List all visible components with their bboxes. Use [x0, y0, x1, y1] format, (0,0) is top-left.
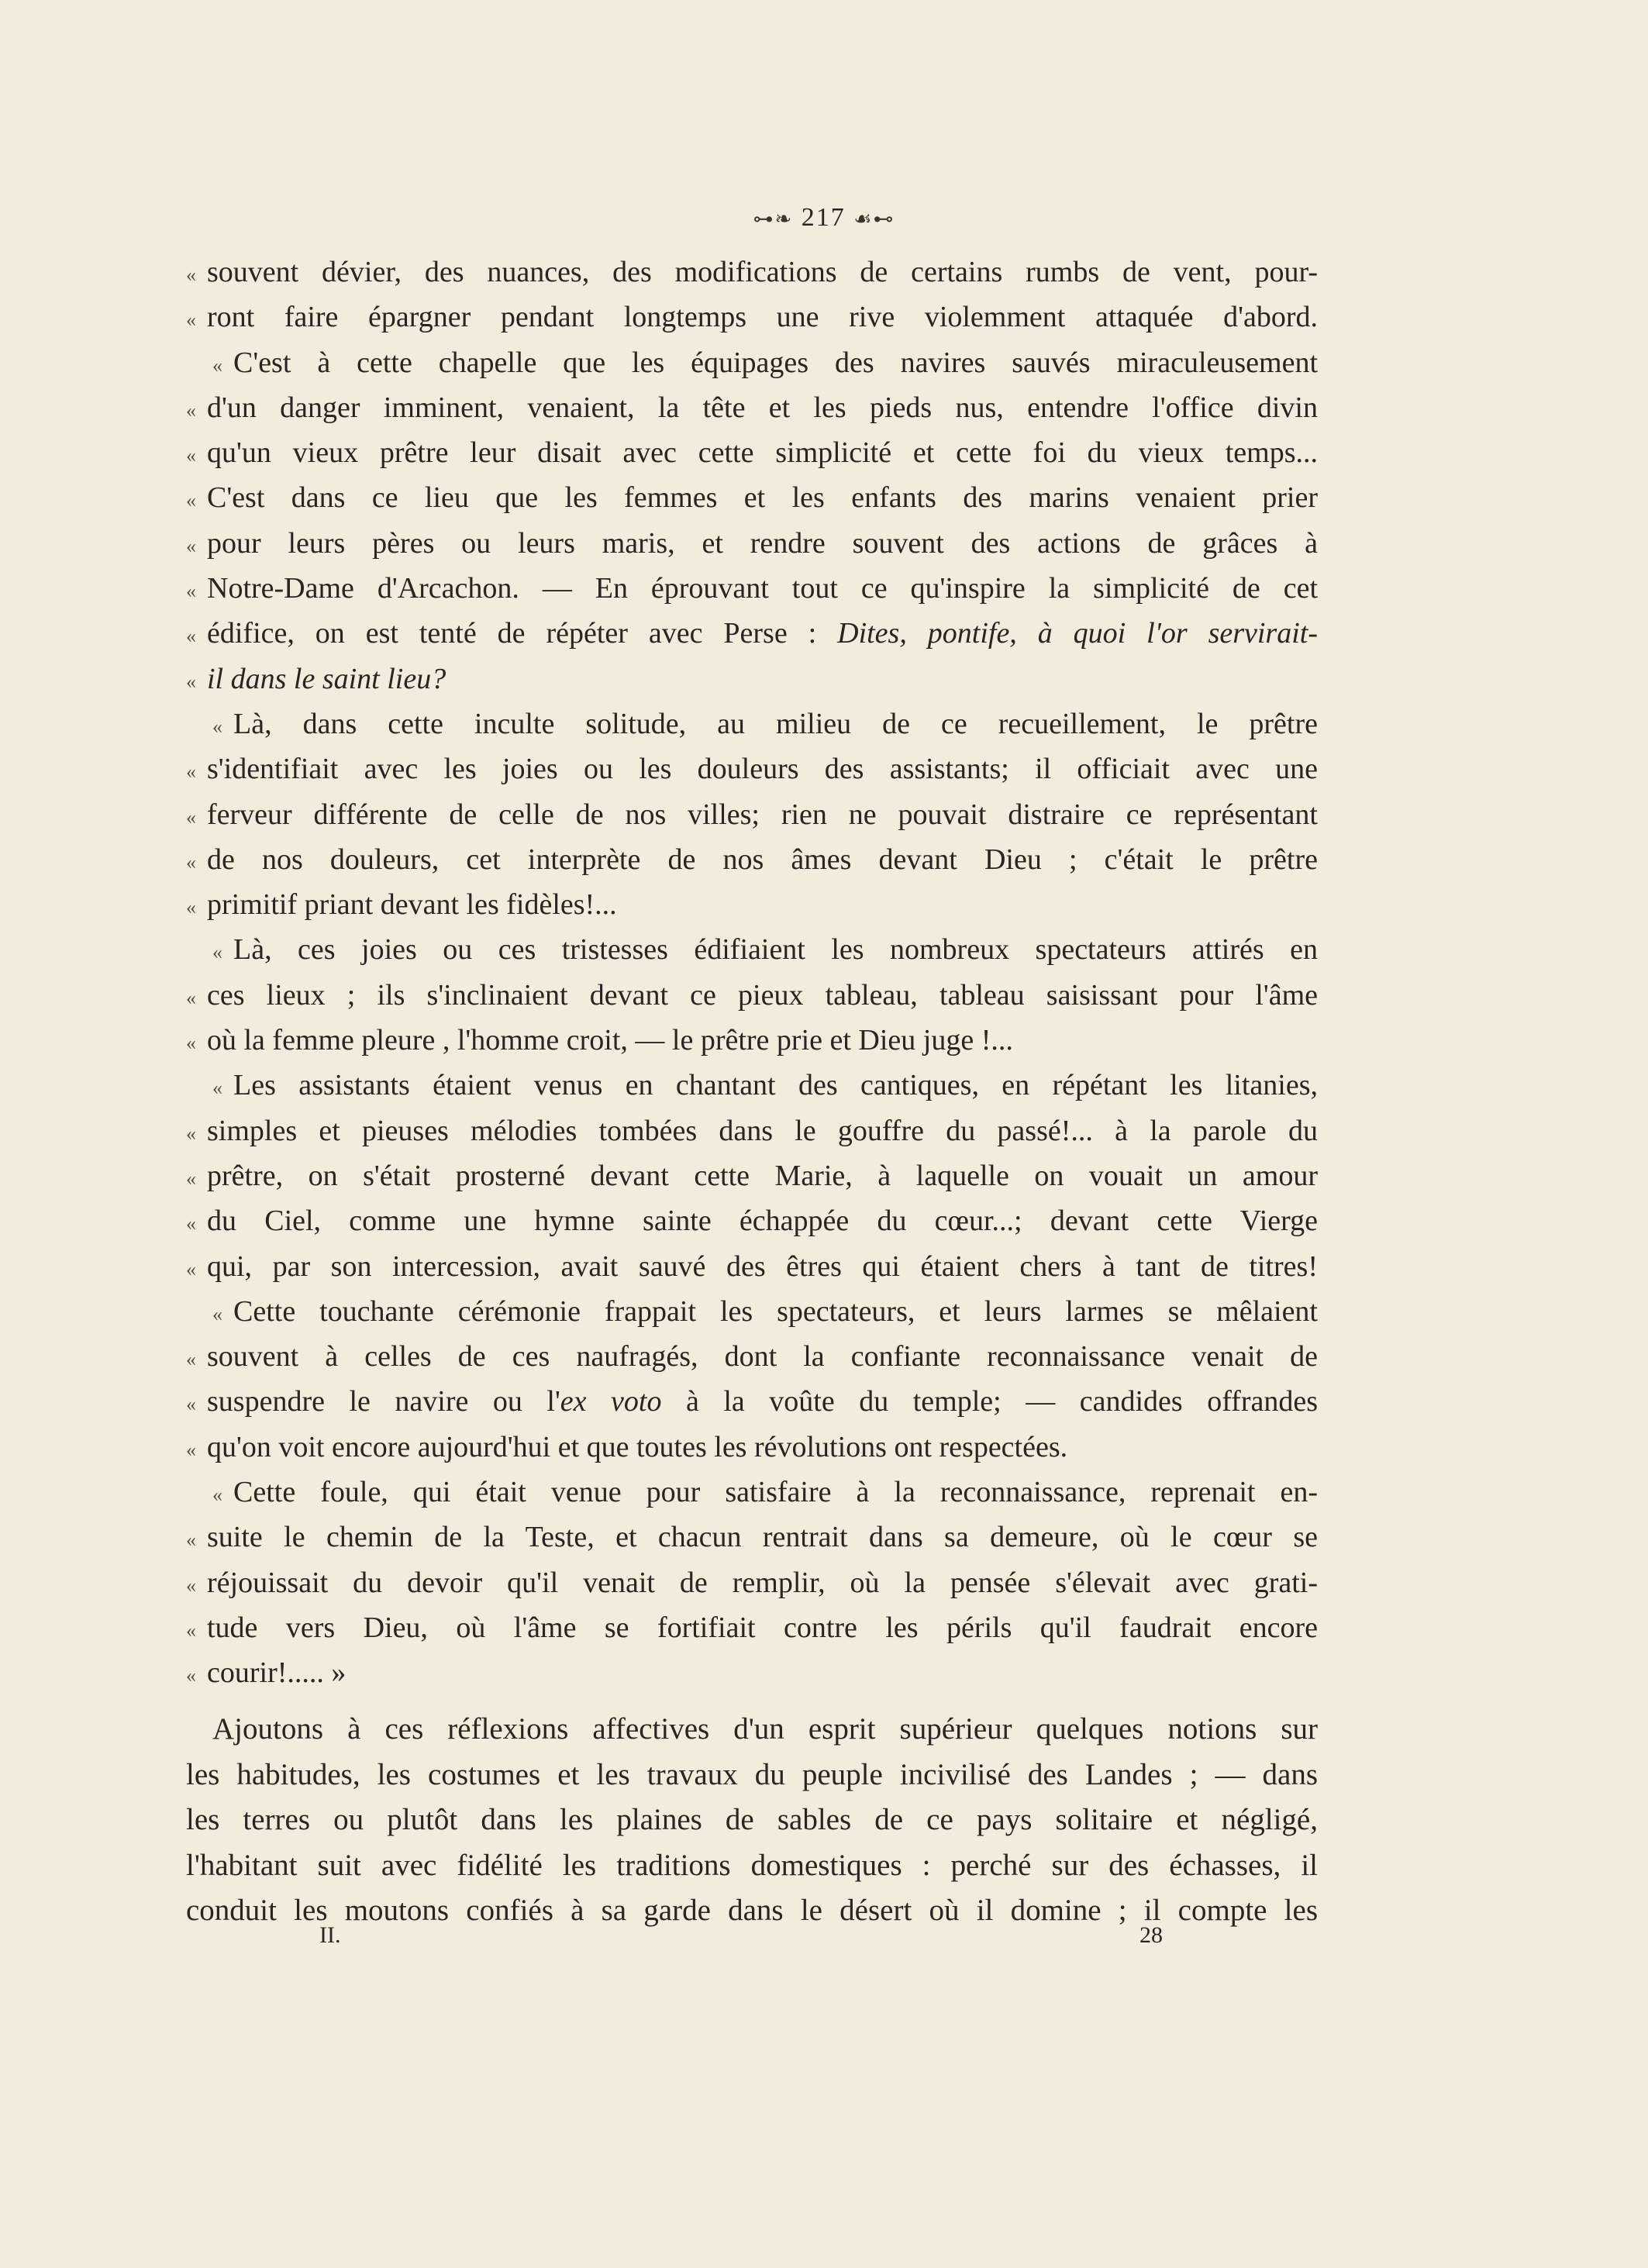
guillemet-mark: «: [186, 1618, 196, 1642]
guillemet-mark: «: [186, 805, 196, 829]
text-line: l'habitant suit avec fidélité les traditions domestiques : perché sur des échasses, il: [186, 1848, 1318, 1882]
page-header: [0, 203, 1648, 233]
guillemet-mark: «: [186, 670, 196, 693]
italic-text: Dites, pontife, à quoi l'or servirait-: [837, 617, 1318, 650]
quote-line: « Là, ces joies ou ces tristesses édifiaient les nombreux spectateurs attirés en: [212, 933, 1318, 967]
quote-line: « tude vers Dieu, où l'âme se fortifiait contre les périls qu'il faudrait encore: [186, 1611, 1318, 1644]
guillemet-mark: «: [186, 1167, 196, 1190]
guillemet-mark: «: [186, 580, 196, 603]
guillemet-mark: «: [212, 353, 222, 377]
guillemet-mark: «: [186, 850, 196, 874]
quote-line: « souvent à celles de ces naufragés, dont la confiante reconnaissance venait de: [186, 1340, 1318, 1374]
guillemet-mark: «: [186, 1573, 196, 1597]
guillemet-mark: «: [186, 896, 196, 919]
page-number: 217: [801, 203, 846, 232]
quote-line: « pour leurs pères ou leurs maris, et rendre souvent des actions de grâces à: [186, 526, 1318, 560]
quote-line: « courir!..... »: [186, 1656, 346, 1690]
guillemet-mark: «: [186, 534, 196, 557]
guillemet-mark: «: [212, 1077, 222, 1100]
quote-line: « qu'on voit encore aujourd'hui et que toutes les révolutions ont respectées.: [186, 1430, 1068, 1463]
guillemet-mark: «: [212, 941, 222, 964]
guillemet-mark: «: [186, 264, 196, 286]
guillemet-mark: «: [212, 1302, 222, 1325]
guillemet-mark: «: [186, 986, 196, 1009]
guillemet-mark: «: [186, 1348, 196, 1371]
guillemet-mark: «: [186, 760, 196, 784]
quote-line: « souvent dévier, des nuances, des modifications de certains rumbs de vent, pour-: [186, 256, 1318, 288]
quote-line: « édifice, on est tenté de répéter avec Perse : Dites, pontife, à quoi l'or servirait-: [186, 617, 1318, 650]
signature-mark: 28: [1139, 1922, 1163, 1948]
quote-line: « d'un danger imminent, venaient, la tête et les pieds nus, entendre l'office divin: [186, 391, 1318, 424]
text-line: les habitudes, les costumes et les travaux du peuple incivilisé des Landes ; — dans: [186, 1757, 1318, 1791]
quote-line: « s'identifiait avec les joies ou les douleurs des assistants; il officiait avec une: [186, 753, 1318, 786]
quote-line: « suspendre le navire ou l'ex voto à la voûte du temple; — candides offrandes: [186, 1385, 1318, 1418]
quote-line: « Cette touchante cérémonie frappait les spectateurs, et leurs larmes se mêlaient: [212, 1294, 1318, 1328]
guillemet-mark: «: [186, 1438, 196, 1461]
quote-line: « primitif priant devant les fidèles!...: [186, 888, 617, 922]
text-line: conduit les moutons confiés à sa garde dans le désert où il domine ; il compte les: [186, 1894, 1318, 1927]
quote-line: « Cette foule, qui était venue pour satisfaire à la reconnaissance, reprenait en-: [212, 1476, 1318, 1509]
guillemet-mark: «: [186, 1529, 196, 1552]
quote-line: « Là, dans cette inculte solitude, au milieu de ce recueillement, le prêtre: [212, 707, 1318, 740]
quote-line: « ces lieux ; ils s'inclinaient devant ce pieux tableau, tableau saisissant pour l'âme: [186, 978, 1318, 1012]
quote-line: « ront faire épargner pendant longtemps une rive violemment attaquée d'abord.: [186, 301, 1318, 334]
quote-line: « où la femme pleure , l'homme croit, — le prêtre prie et Dieu juge !...: [186, 1024, 1013, 1057]
guillemet-mark: «: [186, 625, 196, 648]
italic-text: il dans le saint lieu?: [207, 662, 446, 695]
quote-line: « simples et pieuses mélodies tombées dans le gouffre du passé!... à la parole du: [186, 1114, 1318, 1147]
guillemet-mark: «: [186, 1664, 196, 1687]
quote-line: « C'est dans ce lieu que les femmes et les enfants des marins venaient prier: [186, 481, 1318, 515]
quote-line: « qu'un vieux prêtre leur disait avec cette simplicité et cette foi du vieux temps...: [186, 436, 1318, 470]
quote-line: « ferveur différente de celle de nos villes; rien ne pouvait distraire ce représentant: [186, 798, 1318, 831]
volume-number: II.: [319, 1922, 341, 1948]
guillemet-mark: «: [212, 715, 222, 738]
quote-line: « de nos douleurs, cet interprète de nos âmes devant Dieu ; c'était le prêtre: [186, 843, 1318, 876]
quote-line: « réjouissait du devoir qu'il venait de remplir, où la pensée s'élevait avec grati-: [186, 1566, 1318, 1599]
quote-line: « Les assistants étaient venus en chantant des cantiques, en répétant les litanies,: [212, 1069, 1318, 1102]
guillemet-mark: «: [186, 1032, 196, 1055]
quote-line: [186, 657, 1318, 701]
guillemet-mark: «: [186, 1122, 196, 1145]
quote-line: « suite le chemin de la Teste, et chacun rentrait dans sa demeure, où le cœur se: [186, 1521, 1318, 1554]
quote-line: « C'est à cette chapelle que les équipages des navires sauvés miraculeusement: [212, 346, 1318, 379]
italic-text: ex voto: [560, 1385, 662, 1418]
text-line: Ajoutons à ces réflexions affectives d'un esprit supérieur quelques notions sur: [212, 1712, 1318, 1746]
quoted-passage: [186, 250, 1318, 1696]
quote-line: « Notre-Dame d'Arcachon. — En éprouvant tout ce qu'inspire la simplicité de cet: [186, 572, 1318, 605]
guillemet-mark: «: [186, 1393, 196, 1416]
guillemet-mark: «: [186, 444, 196, 467]
guillemet-mark: «: [212, 1484, 222, 1507]
body-paragraph: [186, 1707, 1318, 1934]
guillemet-mark: «: [186, 1212, 196, 1236]
ornament-left-icon: ⊶❧: [753, 208, 794, 230]
guillemet-mark: «: [186, 308, 196, 332]
guillemet-mark: «: [186, 398, 196, 422]
quote-line: « prêtre, on s'était prosterné devant cette Marie, à laquelle on vouait un amour: [186, 1159, 1318, 1192]
guillemet-mark: «: [186, 489, 196, 512]
ornament-right-icon: ☙⊷: [853, 208, 895, 230]
guillemet-mark: «: [186, 1257, 196, 1280]
quote-line: « qui, par son intercession, avait sauvé des êtres qui étaient chers à tant de titres!: [186, 1249, 1318, 1283]
quote-line: « du Ciel, comme une hymne sainte échappée du cœur...; devant cette Vierge: [186, 1205, 1318, 1238]
text-line: les terres ou plutôt dans les plaines de sables de ce pays solitaire et négligé,: [186, 1803, 1318, 1836]
